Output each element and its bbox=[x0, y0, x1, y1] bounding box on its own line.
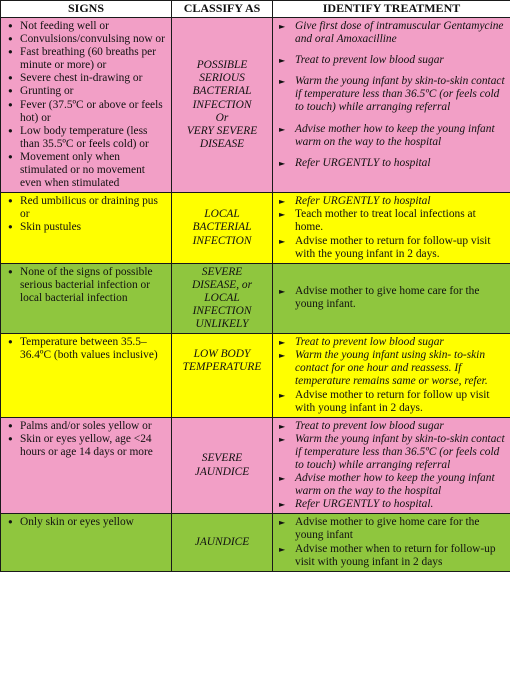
row-local-bacterial-infection bbox=[1, 193, 510, 263]
classification-line: VERY SEVERE bbox=[186, 124, 258, 137]
sign-item: • Palms and/or soles yellow or bbox=[5, 420, 167, 433]
treatment-item: ► Warm the young infant using skin- to-skin contact for one hour and reassess. If temperature remains same or worse, refer. bbox=[277, 349, 506, 388]
classification-line: JAUNDICE bbox=[194, 465, 250, 478]
classification-line: DISEASE, or bbox=[191, 278, 253, 291]
treatment-item: ► Refer URGENTLY to hospital. bbox=[277, 498, 506, 511]
treatment-item: ► Advise mother how to keep the young infant warm on the way to the hospital bbox=[277, 472, 506, 498]
sign-item: • Severe chest in-drawing or bbox=[5, 72, 167, 85]
classification-cell bbox=[172, 193, 273, 263]
treatment-cell bbox=[273, 334, 510, 418]
sign-item: • Fever (37.5ºC or above or feels hot) or bbox=[5, 99, 167, 125]
row-severe-jaundice bbox=[1, 417, 510, 514]
classification-line: LOCAL bbox=[204, 208, 240, 221]
sign-item: • Only skin or eyes yellow bbox=[5, 516, 167, 529]
signs-cell bbox=[1, 417, 172, 514]
treatment-item: ► Advise mother to give home care for the young infant bbox=[277, 516, 506, 542]
treatment-item: ► Teach mother to treat local infections at home. bbox=[277, 208, 506, 234]
treatment-cell bbox=[273, 18, 510, 193]
classification-line: UNLIKELY bbox=[195, 318, 249, 331]
classification-cell bbox=[172, 334, 273, 418]
classification-line: BACTERIAL bbox=[192, 85, 252, 98]
treatment-item: ► Advise mother to give home care for the young infant. bbox=[277, 285, 506, 311]
treatment-item: ► Refer URGENTLY to hospital bbox=[277, 195, 506, 208]
classification-line: Or bbox=[215, 111, 229, 124]
treatment-item: ► Warm the young infant by skin-to-skin contact if temperature less than 36.5ºC (or feels cold to touch) while arranging referral bbox=[277, 75, 506, 114]
classification-line: LOCAL bbox=[204, 291, 240, 304]
treatment-cell bbox=[273, 514, 510, 571]
treatment-item: ► Advise mother to return for follow up visit with young infant in 2 days. bbox=[277, 389, 506, 415]
classification-line: INFECTION bbox=[192, 98, 252, 111]
row-possible-serious-bacterial-infection bbox=[1, 18, 510, 193]
treatment-cell bbox=[273, 193, 510, 263]
sign-item: • Not feeding well or bbox=[5, 20, 167, 33]
sign-item: • None of the signs of possible serious bacterial infection or local bacterial infection bbox=[5, 266, 167, 305]
sign-item: • Convulsions/convulsing now or bbox=[5, 33, 167, 46]
classification-cell bbox=[172, 514, 273, 571]
classification-line: DISEASE bbox=[199, 137, 245, 150]
sign-item: • Skin pustules bbox=[5, 221, 167, 234]
header-row bbox=[1, 1, 510, 18]
signs-cell bbox=[1, 334, 172, 418]
sign-item: • Temperature between 35.5–36.4ºC (both values inclusive) bbox=[5, 336, 167, 362]
sign-item: • Skin or eyes yellow, age <24 hours or age 14 days or more bbox=[5, 433, 167, 459]
treatment-item: ► Advise mother when to return for follow-up visit with young infant in 2 days bbox=[277, 543, 506, 569]
classification-line: INFECTION bbox=[192, 234, 252, 247]
classification-line: SERIOUS bbox=[199, 72, 245, 85]
classification-line: BACTERIAL bbox=[192, 221, 252, 234]
treatment-item: ► Refer URGENTLY to hospital bbox=[277, 157, 506, 170]
treatment-item: ► Advise mother to return for follow-up visit with the young infant in 2 days. bbox=[277, 235, 506, 261]
classification-line: SEVERE bbox=[201, 265, 243, 278]
row-jaundice bbox=[1, 514, 510, 571]
treatment-cell bbox=[273, 263, 510, 333]
signs-cell bbox=[1, 263, 172, 333]
signs-cell bbox=[1, 18, 172, 193]
treatment-item: ► Give first dose of intramuscular Gentamycine and oral Amoxacilline bbox=[277, 20, 506, 46]
header-classify-as: CLASSIFY AS bbox=[172, 1, 273, 18]
classification-line: INFECTION bbox=[192, 304, 252, 317]
sign-item: • Fast breathing (60 breaths per minute or more) or bbox=[5, 46, 167, 72]
signs-cell bbox=[1, 193, 172, 263]
treatment-item: ► Advise mother how to keep the young infant warm on the way to the hospital bbox=[277, 123, 506, 149]
classification-line: POSSIBLE bbox=[196, 59, 248, 72]
treatment-item: ► Treat to prevent low blood sugar bbox=[277, 336, 506, 349]
sign-item: • Grunting or bbox=[5, 85, 167, 98]
sign-item: • Low body temperature (less than 35.5ºC or feels cold) or bbox=[5, 125, 167, 151]
treatment-cell bbox=[273, 417, 510, 514]
classification-line: LOW BODY bbox=[193, 348, 251, 361]
classification-cell bbox=[172, 417, 273, 514]
classification-line: TEMPERATURE bbox=[182, 361, 262, 374]
header-identify-treatment: IDENTIFY TREATMENT bbox=[273, 1, 510, 18]
treatment-item: ► Treat to prevent low blood sugar bbox=[277, 54, 506, 67]
row-low-body-temperature bbox=[1, 334, 510, 418]
classification-cell bbox=[172, 18, 273, 193]
header-signs: SIGNS bbox=[1, 1, 172, 18]
classification-cell bbox=[172, 263, 273, 333]
sign-item: • Red umbilicus or draining pus or bbox=[5, 195, 167, 221]
classification-line: SEVERE bbox=[201, 452, 243, 465]
treatment-item: ► Warm the young infant by skin-to-skin contact if temperature less than 36.5ºC (or feels cold to touch) while arranging referral bbox=[277, 433, 506, 472]
treatment-item: ► Treat to prevent low blood sugar bbox=[277, 420, 506, 433]
sign-item: • Movement only when stimulated or no movement even when stimulated bbox=[5, 151, 167, 190]
signs-cell bbox=[1, 514, 172, 571]
classification-line: JAUNDICE bbox=[194, 536, 250, 549]
row-severe-disease-unlikely bbox=[1, 263, 510, 333]
